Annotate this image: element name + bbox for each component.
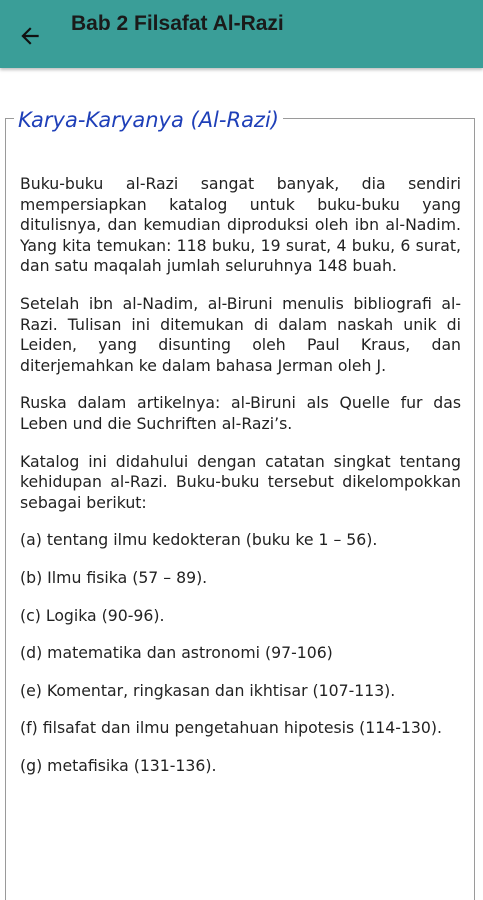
- list-item: (f) filsafat dan ilmu pengetahuan hipotesis (114-130).: [20, 718, 442, 738]
- content-area[interactable]: [0, 68, 483, 900]
- list-item: (c) Logika (90-96).: [20, 605, 165, 625]
- list-item: (e) Komentar, ringkasan dan ikhtisar (107-113).: [20, 680, 396, 700]
- article-body: [20, 174, 461, 793]
- back-button[interactable]: [8, 14, 52, 58]
- section-title: Karya-Karyanya (Al-Razi): [14, 108, 283, 132]
- list-item: (b) Ilmu fisika (57 – 89).: [20, 567, 208, 587]
- list-item: (g) metafisika (131-136).: [20, 755, 217, 775]
- page-title: Bab 2 Filsafat Al-Razi: [71, 12, 284, 35]
- list-item: (a) tentang ilmu kedokteran (buku ke 1 – 56).: [20, 530, 378, 550]
- app-bar: [0, 0, 483, 68]
- paragraph: Katalog ini didahului dengan catatan singkat tentang kehidupan al-Razi. Buku-buku tersebut dikelompokkan sebagai berikut:: [20, 451, 461, 512]
- paragraph: Buku-buku al-Razi sangat banyak, dia sendiri mempersiapkan katalog untuk buku-buku yang ditulisnya, dan kemudian diproduksi oleh ibn al-Nadim. Yang kita temukan: 118 buku, 19 surat, 4 buku, 6 surat, dan satu maqalah jumlah seluruhnya 148 buah.: [20, 174, 461, 276]
- paragraph: Ruska dalam artikelnya: al-Biruni als Quelle fur das Leben und die Suchriften al-Razi’s.: [20, 393, 461, 433]
- paragraph: Setelah ibn al-Nadim, al-Biruni menulis bibliografi al-Razi. Tulisan ini ditemukan di dalam naskah unik di Leiden, yang disunting oleh Paul Kraus, dan diterjemahkan ke dalam bahasa Jerman oleh J.: [20, 293, 461, 375]
- list-item: (d) matematika dan astronomi (97-106): [20, 643, 333, 663]
- arrow-left-icon: [17, 23, 43, 49]
